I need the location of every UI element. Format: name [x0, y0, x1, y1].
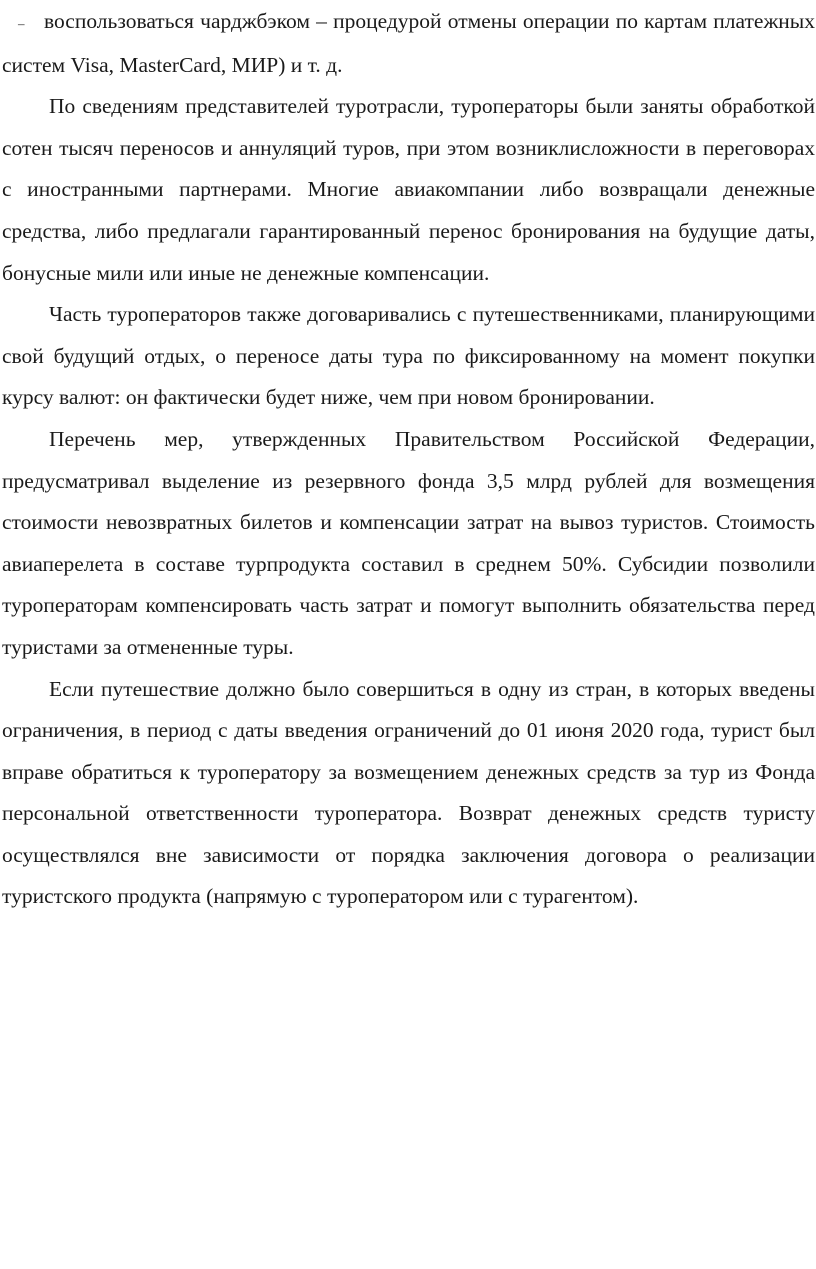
bullet-item	[2, 1, 815, 86]
document-body	[2, 1, 815, 918]
bullet-text: воспользоваться чарджбэком – процедурой отмены операции по картам платежных систем Visa, MasterCard, МИР) и т. д.	[2, 9, 815, 77]
paragraph-refund-fund: Если путешествие должно было совершиться в одну из стран, в которых введены ограничения, в период с даты введения ограничений до 01 июня 2020 года, турист был вправе обратиться к туроператору за возмещением денежных средств за тур из Фонда персональной ответственности туроператора. Возврат денежных средств туристу осуществлялся вне зависимости от порядка заключения договора о реализации туристского продукта (напрямую с туроператором или с турагентом).	[2, 676, 815, 909]
bullet-dash: –	[18, 16, 25, 31]
paragraph-government-measures: Перечень мер, утвержденных Правительством Российской Федерации, предусматривал выделение из резервного фонда 3,5 млрд рублей для возмещения стоимости невозвратных билетов и компенсации затрат на вывоз туристов. Стоимость авиаперелета в составе турпродукта составил в среднем 50%. Субсидии позволили туроператорам компенсировать часть затрат и помогут выполнить обязательства перед туристами за отмененные туры.	[2, 426, 815, 659]
paragraph-exchange-rate: Часть туроператоров также договаривались с путешественниками, планирующими свой будущий отдых, о переносе даты тура по фиксированному на момент покупки курсу валют: он фактически будет ниже, чем при новом бронировании.	[2, 302, 815, 410]
paragraph-tour-operators: По сведениям представителей туротрасли, туроператоры были заняты обработкой сотен тысяч переносов и аннуляций туров, при этом возниклисложности в переговорах с иностранными партнерами. Многие авиакомпании либо возвращали денежные средства, либо предлагали гарантированный перенос бронирования на будущие даты, бонусные мили или иные не денежные компенсации.	[2, 94, 815, 285]
